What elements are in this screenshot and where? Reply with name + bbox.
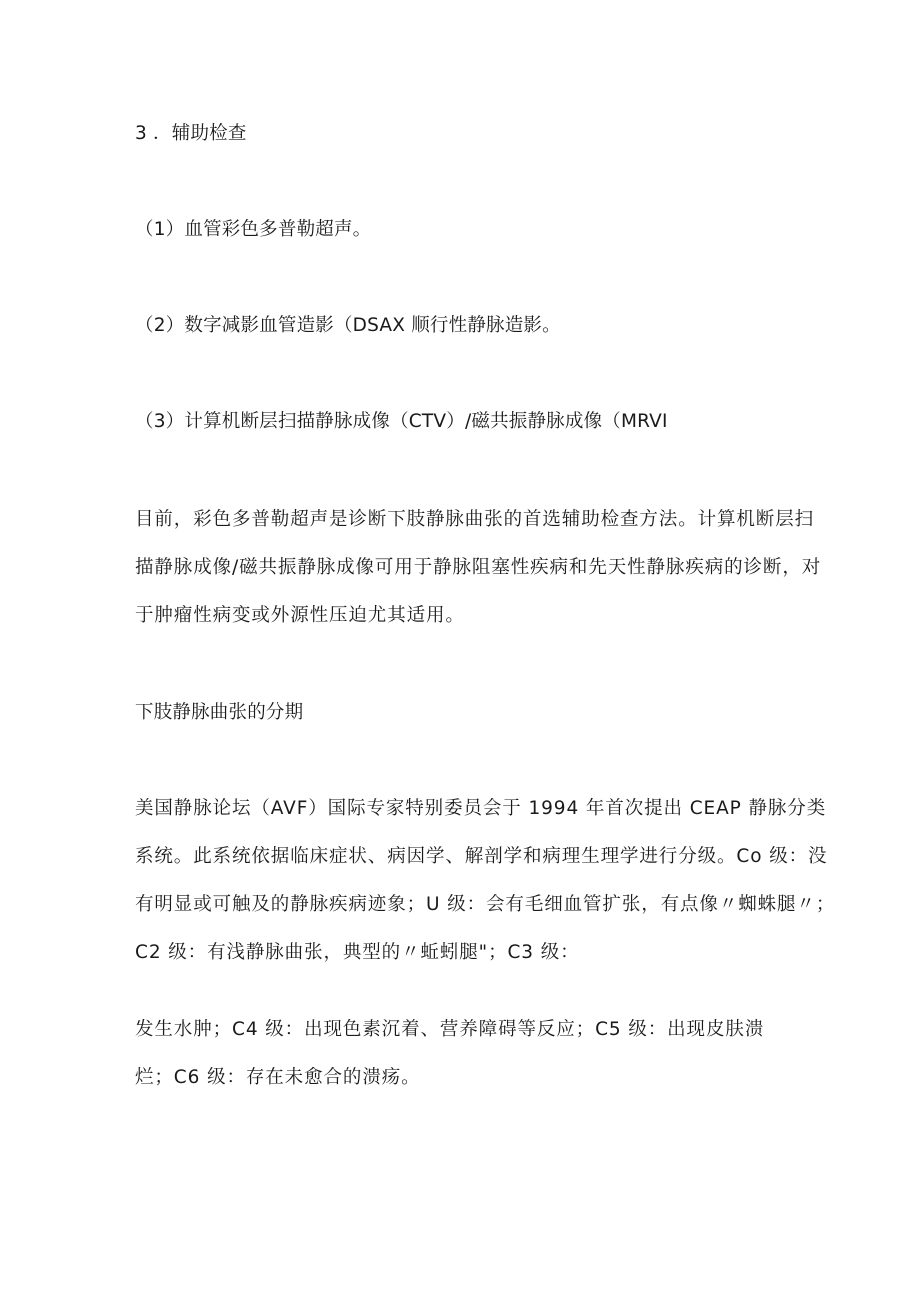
paragraph-line: 发生水肿；C4 级：出现色素沉着、营养障碍等反应；C5 级：出现皮肤溃 [135, 1019, 765, 1040]
section-heading-staging: 下肢静脉曲张的分期 [135, 702, 304, 723]
paragraph-line: 烂；C6 级：存在未愈合的溃疡。 [135, 1067, 421, 1088]
section-heading-aux-exam: 3 ．辅助检查 [135, 123, 247, 144]
exam-item-ultrasound: （1）血管彩色多普勒超声。 [135, 219, 372, 240]
paragraph-line: 系统。此系统依据临床症状、病因学、解剖学和病理生理学进行分级。Co 级：没 [135, 846, 828, 867]
paragraph-line: 描静脉成像/磁共振静脉成像可用于静脉阻塞性疾病和先天性静脉疾病的诊断，对 [135, 557, 822, 578]
exam-item-dsa: （2）数字减影血管造影（DSAX 顺行性静脉造影。 [135, 315, 561, 336]
paragraph-line: 有明显或可触及的静脉疾病迹象；U 级：会有毛细血管扩张，有点像〃蜘蛛腿〃； [135, 894, 836, 915]
paragraph-line: 美国静脉论坛（AVF）国际专家特别委员会于 1994 年首次提出 CEAP 静脉分类 [135, 798, 827, 819]
exam-item-ctv-mrv: （3）计算机断层扫描静脉成像（CTV）/磁共振静脉成像（MRVI [135, 411, 668, 432]
paragraph-line: 于肿瘤性病变或外源性压迫尤其适用。 [135, 605, 465, 626]
paragraph-line: C2 级：有浅静脉曲张，典型的〃蚯蚓腿"；C3 级： [135, 942, 580, 963]
paragraph-line: 目前，彩色多普勒超声是诊断下肢静脉曲张的首选辅助检查方法。计算机断层扫 [135, 509, 815, 530]
